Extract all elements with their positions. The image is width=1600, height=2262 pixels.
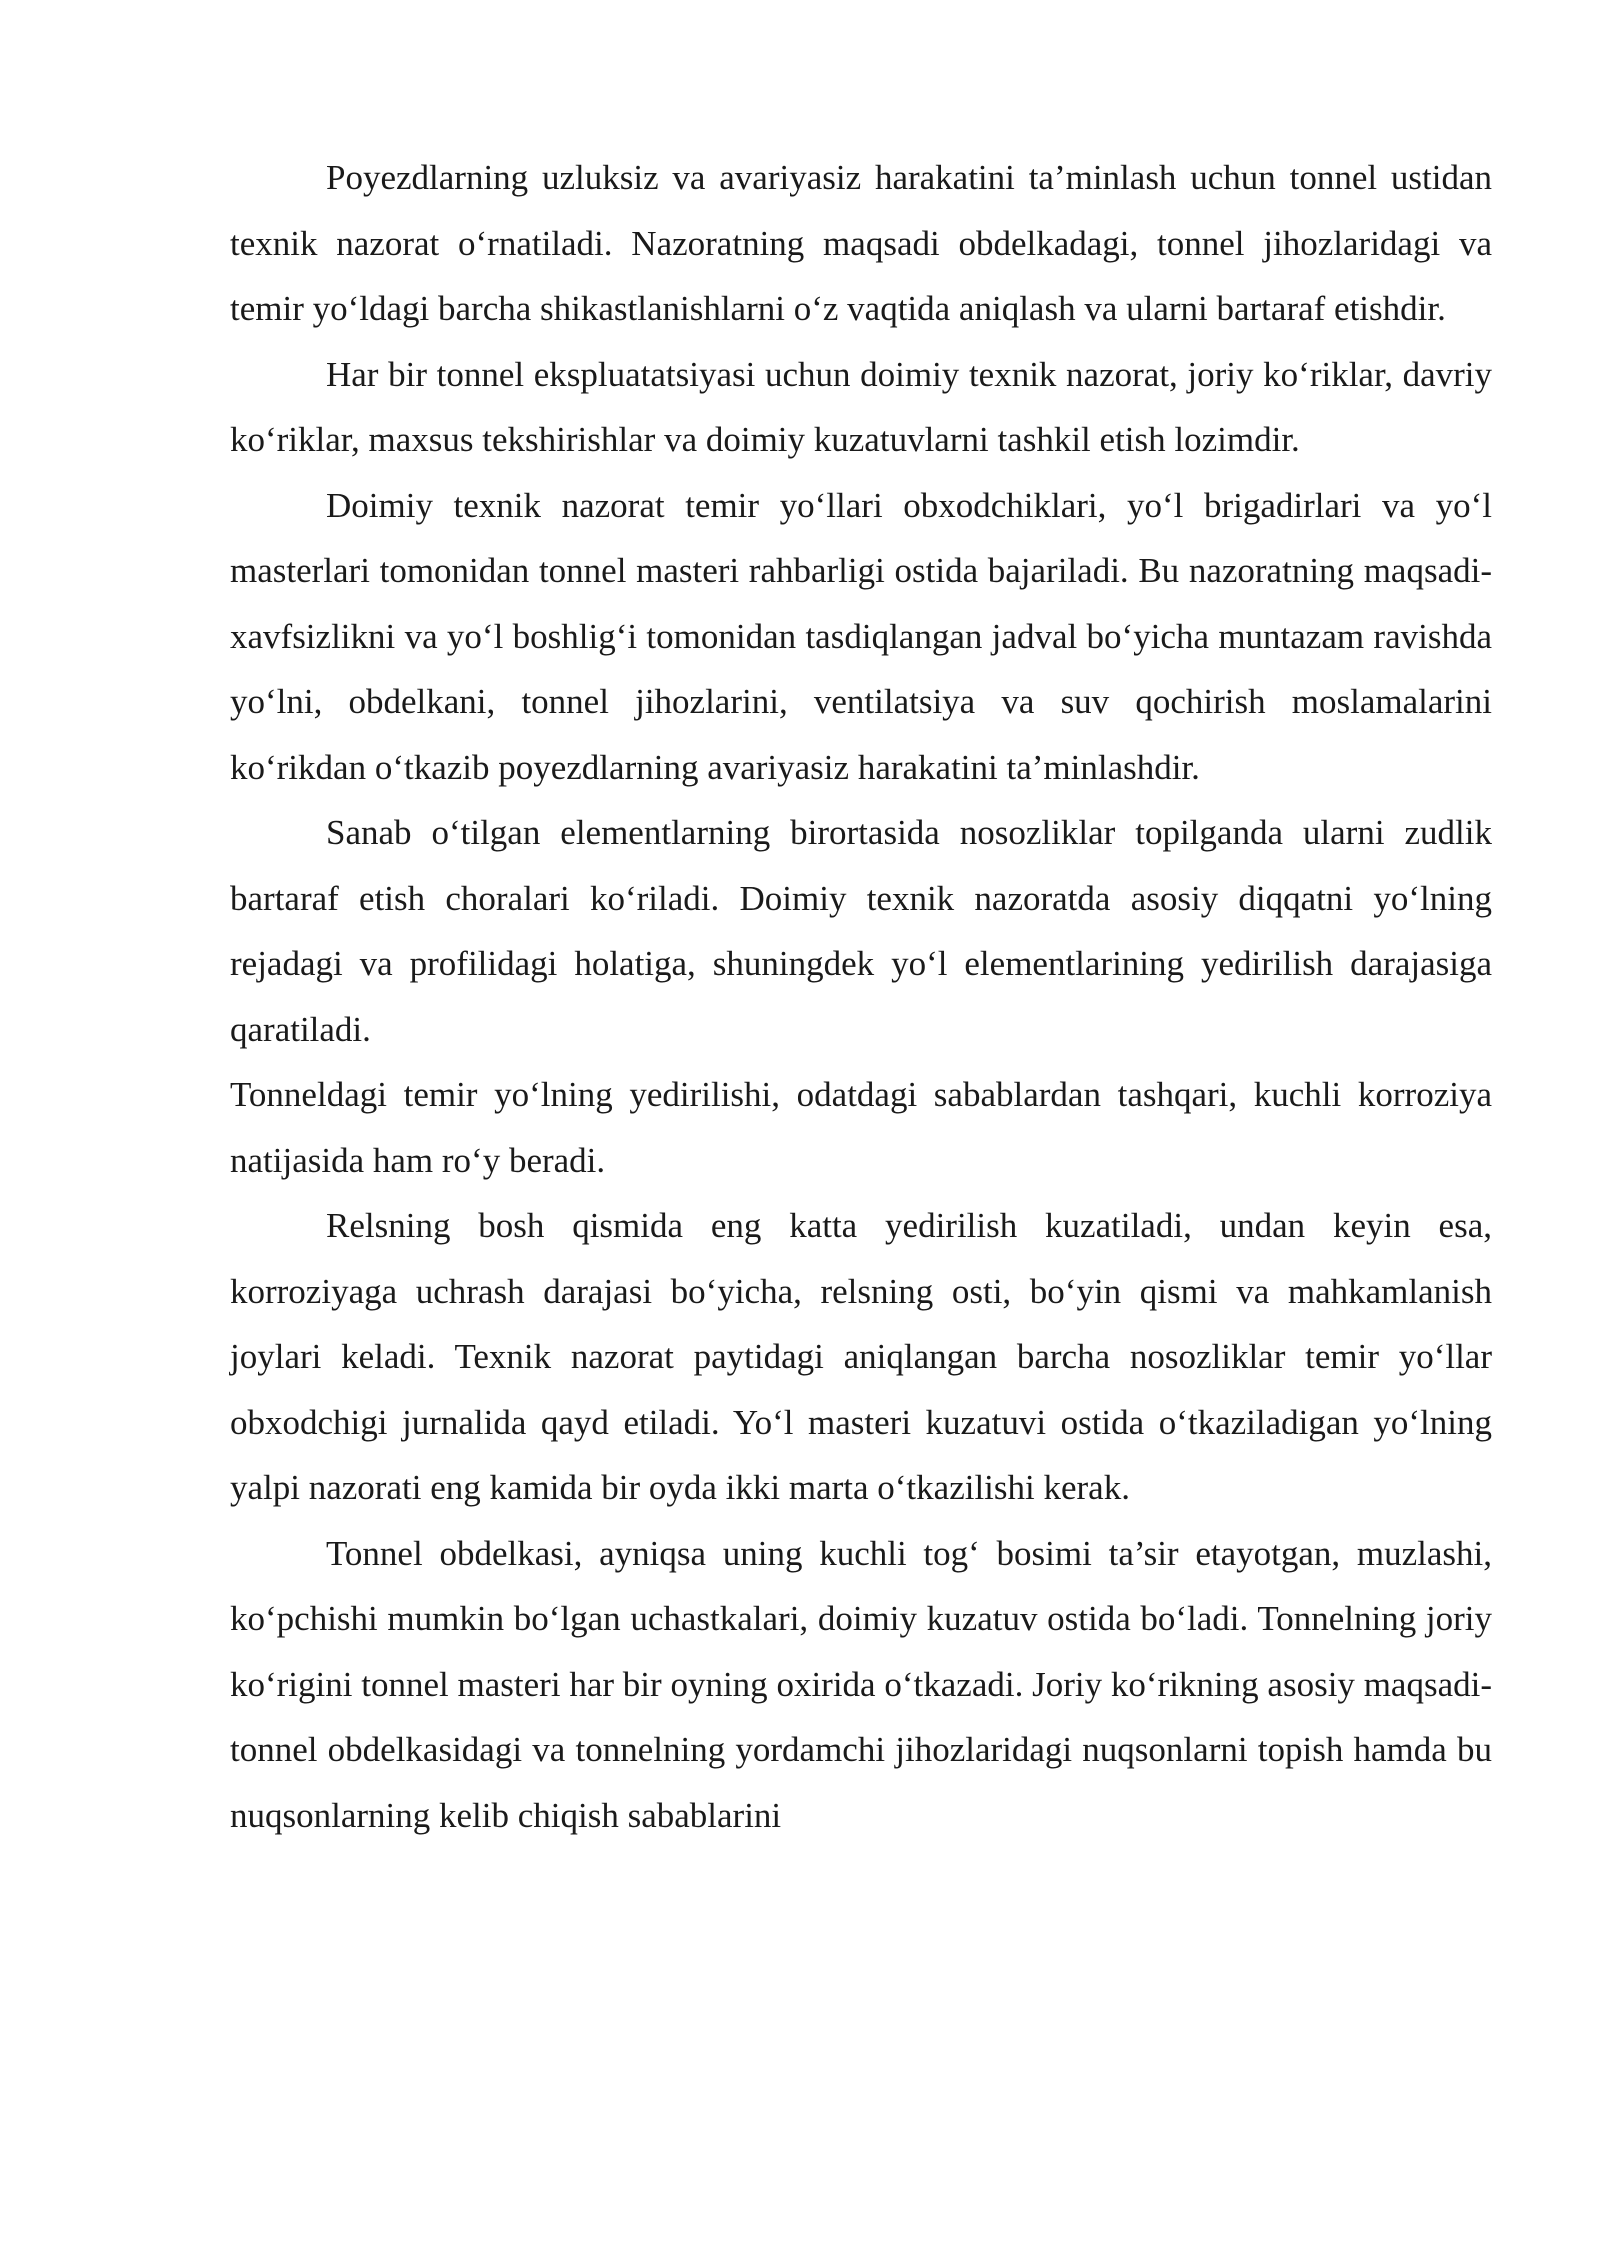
paragraph-2: Har bir tonnel ekspluatatsiyasi uchun doimiy texnik nazorat, joriy ko‘riklar, davriy ko‘riklar, maxsus tekshirishlar va doimiy kuzatuvlarni tashkil etish lozimdir. [230,354,1492,459]
paragraph-7: Tonnel obdelkasi, ayniqsa uning kuchli tog‘ bosimi ta’sir etayotgan, muzlashi, ko‘pchishi mumkin bo‘lgan uchastkalari, doimiy kuzatuv ostida bo‘ladi. Tonnelning joriy ko‘rigini tonnel masteri har bir oyning oxirida o‘tkazadi. Joriy ko‘rikning asosiy maqsadi-tonnel obdelkasidagi va tonnelning yordamchi jihozlaridagi nuqsonlarni topish hamda bu nuqsonlarning kelib chiqish sabablarini [230,1533,1492,1835]
paragraph-6: Relsning bosh qismida eng katta yedirilish kuzatiladi, undan keyin esa, korroziyaga uchrash darajasi bo‘yicha, relsning osti, bo‘yin qismi va mahkamlanish joylari keladi. Texnik nazorat paytidagi aniqlangan barcha nosozliklar temir yo‘llar obxodchigi jurnalida qayd etiladi. Yo‘l masteri kuzatuvi ostida o‘tkaziladigan yo‘lning yalpi nazorati eng kamida bir oyda ikki marta o‘tkazilishi kerak. [230,1206,1492,1507]
paragraph-5: Tonneldagi temir yo‘lning yedirilishi, odatdagi sabablardan tashqari, kuchli korroziya natijasida ham ro‘y beradi. [230,1075,1492,1180]
document-page [230,145,1492,1848]
paragraph-1: Poyezdlarning uzluksiz va avariyasiz harakatini ta’minlash uchun tonnel ustidan texnik nazorat o‘rnatiladi. Nazoratning maqsadi obdelkadagi, tonnel jihozlaridagi va temir yo‘ldagi barcha shikastlanishlarni o‘z vaqtida aniqlash va ularni bartaraf etishdir. [230,158,1492,328]
paragraph-4: Sanab o‘tilgan elementlarning birortasida nosozliklar topilganda ularni zudlik bartaraf etish choralari ko‘riladi. Doimiy texnik nazoratda asosiy diqqatni yo‘lning rejadagi va profilidagi holatiga, shuningdek yo‘l elementlarining yedirilish darajasiga qaratiladi. [230,813,1492,1049]
paragraph-3: Doimiy texnik nazorat temir yo‘llari obxodchiklari, yo‘l brigadirlari va yo‘l masterlari tomonidan tonnel masteri rahbarligi ostida bajariladi. Bu nazoratning maqsadi-xavfsizlikni va yo‘l boshlig‘i tomonidan tasdiqlangan jadval bo‘yicha muntazam ravishda yo‘lni, obdelkani, tonnel jihozlarini, ventilatsiya va suv qochirish moslamalarini ko‘rikdan o‘tkazib poyezdlarning avariyasiz harakatini ta’minlashdir. [230,485,1492,787]
